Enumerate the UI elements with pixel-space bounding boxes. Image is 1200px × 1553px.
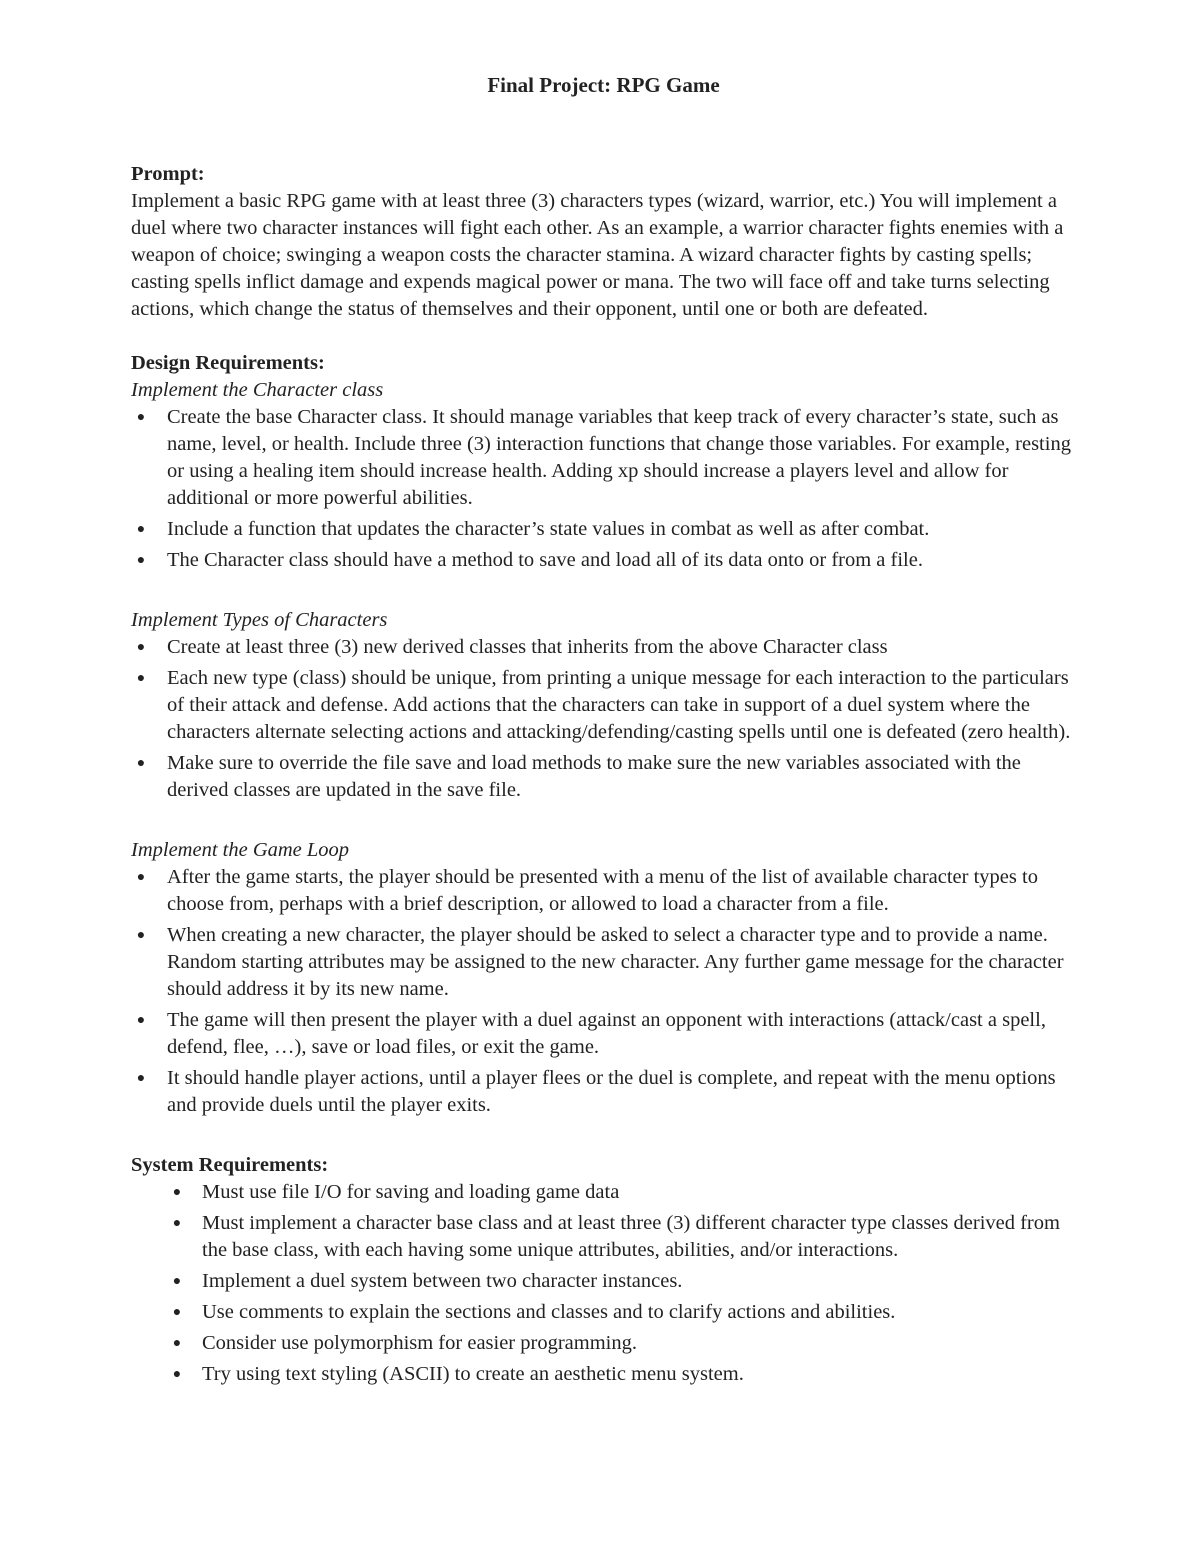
list-item (131, 1007, 1076, 1061)
bullet-icon: ● (172, 1305, 182, 1320)
game-loop-subheading: Implement the Game Loop (131, 839, 350, 861)
bullet-icon: ● (136, 928, 146, 943)
list-item (131, 1299, 1076, 1326)
bullet-icon: ● (136, 410, 146, 425)
system-requirements-heading: System Requirements: (131, 1154, 329, 1176)
list-item-text: It should handle player actions, until a player flees or the duel is complete, and repeat with the menu options and provide duels until the player exits. (167, 1067, 1056, 1116)
list-item (131, 1330, 1076, 1357)
list-item-text: The game will then present the player with a duel against an opponent with interactions (attack/cast a spell, defend, flee, …), save or load files, or exit the game. (167, 1009, 1046, 1058)
bullet-icon: ● (172, 1185, 182, 1200)
list-item-text: After the game starts, the player should be presented with a menu of the list of available character types to choose from, perhaps with a brief description, or allowed to load a character from a file. (167, 866, 1038, 915)
list-item (131, 634, 1076, 661)
list-item-text: When creating a new character, the player should be asked to select a character type and to provide a name. Random starting attributes may be assigned to the new character. Any further game message for the character should address it by its new name. (167, 924, 1064, 1000)
list-item (131, 665, 1076, 746)
spacer (131, 323, 1076, 350)
bullet-icon: ● (172, 1336, 182, 1351)
bullet-icon: ● (136, 870, 146, 885)
list-item (131, 547, 1076, 574)
list-item-text: Include a function that updates the character’s state values in combat as well as after combat. (167, 518, 930, 540)
bullet-icon: ● (136, 756, 146, 771)
document-content (131, 72, 1076, 1392)
game-loop-list (131, 864, 1076, 1119)
list-item-text: The Character class should have a method to save and load all of its data onto or from a file. (167, 549, 923, 571)
list-item (131, 404, 1076, 512)
list-item (131, 1179, 1076, 1206)
spacer (131, 808, 1076, 837)
spacer (131, 578, 1076, 607)
list-item-text: Each new type (class) should be unique, from printing a unique message for each interaction to the particulars of their attack and defense. Add actions that the characters can take in support of a duel system where the characters alternate selecting actions and attacking/defending/casting spells until one is defeated (zero health). (167, 667, 1071, 743)
design-requirements-heading: Design Requirements: (131, 352, 325, 374)
character-class-subheading: Implement the Character class (131, 379, 384, 401)
character-class-list (131, 404, 1076, 574)
bullet-icon: ● (136, 522, 146, 537)
bullet-icon: ● (136, 671, 146, 686)
list-item-text: Must use file I/O for saving and loading game data (202, 1181, 620, 1203)
prompt-heading: Prompt: (131, 163, 205, 185)
bullet-icon: ● (172, 1274, 182, 1289)
bullet-icon: ● (136, 553, 146, 568)
list-item (131, 516, 1076, 543)
list-item (131, 750, 1076, 804)
list-item (131, 1361, 1076, 1388)
bullet-icon: ● (136, 1013, 146, 1028)
list-item (131, 864, 1076, 918)
list-item-text: Try using text styling (ASCII) to create an aesthetic menu system. (202, 1363, 744, 1385)
document-title: Final Project: RPG Game (487, 73, 720, 97)
character-types-list (131, 634, 1076, 804)
system-requirements-list (131, 1179, 1076, 1388)
list-item (131, 1065, 1076, 1119)
bullet-icon: ● (172, 1216, 182, 1231)
list-item (131, 1268, 1076, 1295)
bullet-icon: ● (136, 1071, 146, 1086)
list-item (131, 1210, 1076, 1264)
list-item-text: Must implement a character base class and at least three (3) different character type classes derived from the base class, with each having some unique attributes, abilities, and/or interactions. (202, 1212, 1060, 1261)
list-item-text: Consider use polymorphism for easier programming. (202, 1332, 637, 1354)
list-item-text: Create the base Character class. It should manage variables that keep track of every character’s state, such as name, level, or health. Include three (3) interaction functions that change those variables. For example, resting or using a healing item should increase health. Adding xp should increase a players level and allow for additional or more powerful abilities. (167, 406, 1071, 509)
list-item-text: Make sure to override the file save and load methods to make sure the new variables associated with the derived classes are updated in the save file. (167, 752, 1021, 801)
character-types-subheading: Implement Types of Characters (131, 609, 388, 631)
list-item-text: Create at least three (3) new derived classes that inherits from the above Character class (167, 636, 888, 658)
spacer (131, 1123, 1076, 1152)
list-item-text: Implement a duel system between two character instances. (202, 1270, 683, 1292)
bullet-icon: ● (136, 640, 146, 655)
list-item (131, 922, 1076, 1003)
list-item-text: Use comments to explain the sections and classes and to clarify actions and abilities. (202, 1301, 896, 1323)
bullet-icon: ● (172, 1367, 182, 1382)
prompt-text: Implement a basic RPG game with at least three (3) characters types (wizard, warrior, etc.) You will implement a duel where two character instances will fight each other. As an example, a warrior character fights enemies with a weapon of choice; swinging a weapon costs the character stamina. A wizard character fights by casting spells; casting spells inflict damage and expends magical power or mana. The two will face off and take turns selecting actions, which change the status of themselves and their opponent, until one or both are defeated. (131, 190, 1064, 320)
